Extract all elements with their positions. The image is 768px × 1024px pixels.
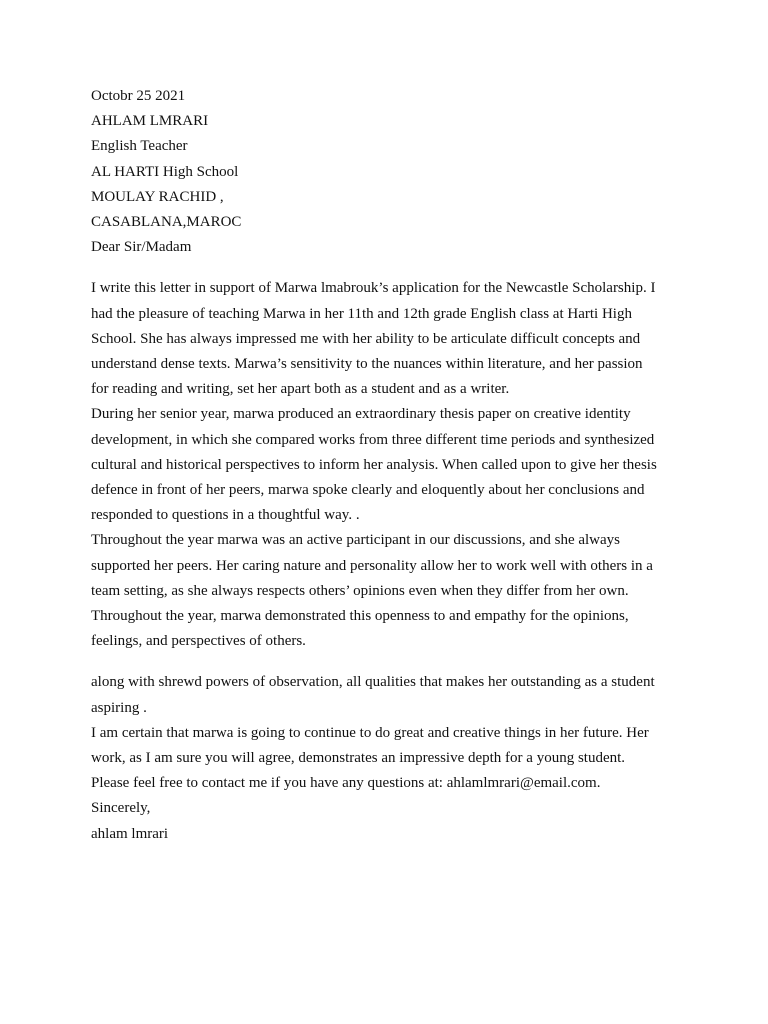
- letter-closing: [91, 796, 686, 846]
- body-line: aspiring .: [91, 699, 147, 716]
- body-line: Throughout the year, marwa demonstrated this openness to and empathy for the opinions,: [91, 608, 629, 625]
- body-line: defence in front of her peers, marwa spoke clearly and eloquently about her conclusions and: [91, 482, 645, 499]
- body-line: During her senior year, marwa produced an extraordinary thesis paper on creative identity: [91, 406, 631, 423]
- body-line: along with shrewd powers of observation, all qualities that makes her outstanding as a student: [91, 674, 655, 691]
- body-line: had the pleasure of teaching Marwa in her 11th and 12th grade English class at Harti High: [91, 305, 632, 322]
- sender-school: AL HARTI High School: [91, 163, 239, 180]
- body-line: feelings, and perspectives of others.: [91, 633, 306, 650]
- paragraph-gap: [91, 654, 686, 670]
- body-line: development, in which she compared works from three different time periods and synthesized: [91, 431, 655, 448]
- sender-name: AHLAM LMRARI: [91, 113, 209, 130]
- body-line: cultural and historical perspectives to inform her analysis. When called upon to give her thesis: [91, 456, 657, 473]
- body-line: I write this letter in support of Marwa lmabrouk’s application for the Newcastle Scholarship. I: [91, 280, 656, 297]
- body-line: Throughout the year marwa was an active participant in our discussions, and she always: [91, 532, 621, 549]
- contact-line: Please feel free to contact me if you have any questions at: ahlamlmrari@email.com.: [91, 775, 601, 792]
- body-line: team setting, as she always respects others’ opinions even when they differ from her own.: [91, 582, 629, 599]
- sender-address-line-2: CASABLANA,MAROC: [91, 214, 242, 231]
- body-line: School. She has always impressed me with her ability to be articulate difficult concepts and: [91, 330, 641, 347]
- body-line: responded to questions in a thoughtful way. .: [91, 507, 360, 524]
- body-line: for reading and writing, set her apart both as a student and as a writer.: [91, 381, 510, 398]
- body-line: I am certain that marwa is going to continue to do great and creative things in her future. Her: [91, 724, 649, 741]
- letter: [91, 84, 686, 847]
- letter-date: Octobr 25 2021: [91, 88, 186, 104]
- sender-title: English Teacher: [91, 138, 188, 155]
- sender-address-line-1: MOULAY RACHID ,: [91, 188, 224, 205]
- valediction: Sincerely,: [91, 800, 151, 817]
- body-line: supported her peers. Her caring nature and personality allow her to work well with others in a: [91, 557, 653, 574]
- body-line: work, as I am sure you will agree, demonstrates an impressive depth for a young student.: [91, 750, 626, 767]
- letter-header: [91, 84, 686, 260]
- body-line: understand dense texts. Marwa’s sensitivity to the nuances within literature, and her passion: [91, 356, 643, 373]
- paragraph-gap: [91, 260, 686, 276]
- signature-name: ahlam lmrari: [91, 825, 169, 842]
- letter-body-section-1: [91, 276, 686, 654]
- salutation: Dear Sir/Madam: [91, 239, 192, 256]
- letter-body-section-2: [91, 670, 686, 796]
